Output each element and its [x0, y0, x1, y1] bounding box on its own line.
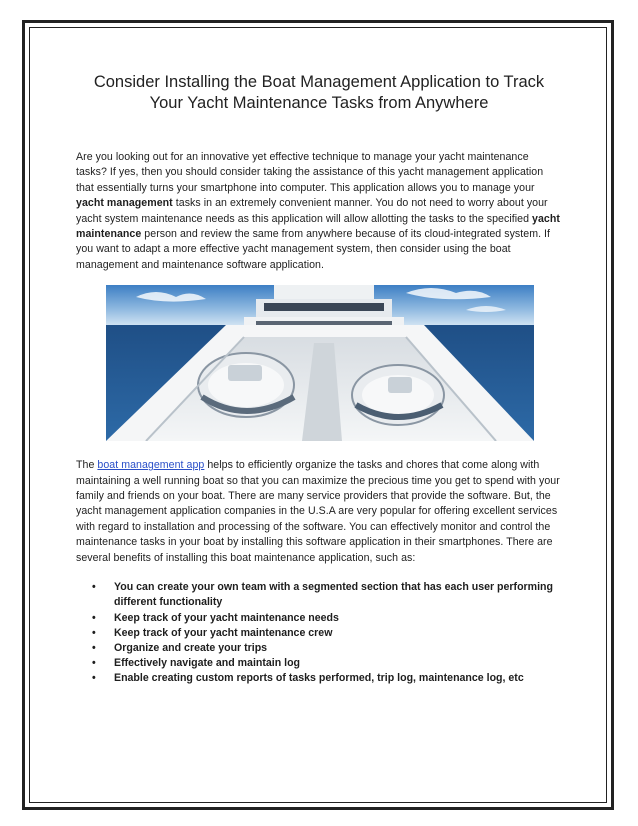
boat-management-app-link[interactable]: boat management app: [97, 459, 205, 472]
list-item: [76, 611, 562, 626]
bullet-icon: •: [92, 611, 96, 624]
bullet-icon: •: [92, 672, 96, 685]
intro-bold-yacht-management: yacht management: [76, 197, 173, 210]
intro-text-2: tasks in an extremely convenient manner. You do not need to worry about your yacht system maintenance needs as this application will allow allotting the tasks to the specified: [76, 197, 548, 225]
list-item: [76, 580, 562, 610]
yacht-deck-photo: [106, 285, 534, 441]
second-text-1: The: [76, 459, 98, 472]
bullet-icon: •: [92, 641, 96, 654]
bullet-icon: •: [92, 657, 96, 670]
second-text-2: helps to efficiently organize the tasks and chores that come along with maintaining a well running boat so that you can maximize the precious time you get to spend with your family and friends on your boat. There are many service providers that provide the software. But, the yacht management application companies in the U.S.A are very popular for offering excellent services with regard to installation and processing of the software. You can effectively monitor and control the maintenance tasks in your boat by installing this software application in their smartphones. There are several benefits of installing this boat maintenance application, such as:: [76, 459, 560, 564]
list-item: [76, 656, 562, 671]
intro-bold-yacht-maintenance: yacht maintenance: [76, 212, 560, 241]
list-item: [76, 671, 562, 686]
bullet-icon: •: [92, 626, 96, 639]
page-title: Consider Installing the Boat Management Application to Track Your Yacht Maintenance Tasks from Anywhere: [93, 73, 545, 112]
benefit-text: Keep track of your yacht maintenance crew: [114, 626, 333, 639]
benefit-text: Enable creating custom reports of tasks performed, trip log, maintenance log, etc: [114, 672, 524, 685]
benefit-text: Keep track of your yacht maintenance needs: [114, 611, 339, 624]
intro-text-3: person and review the same from anywhere because of its cloud-integrated system. If you want to adapt a more effective yacht management system, then consider using the boat management and maintenance software application.: [76, 228, 551, 271]
benefit-text: You can create your own team with a segmented section that has each user performing different functionality: [114, 581, 553, 609]
benefit-text: Effectively navigate and maintain log: [114, 657, 301, 670]
document-content: [76, 72, 562, 687]
second-paragraph: [76, 458, 562, 566]
list-item: [76, 626, 562, 641]
intro-text-1: Are you looking out for an innovative yet effective technique to manage your yacht maintenance tasks? If yes, then you should consider taking the assistance of this yacht management application that essentially turns your smartphone into computer. This application allows you to manage your: [76, 151, 544, 194]
list-item: [76, 641, 562, 656]
benefits-list: [76, 580, 562, 686]
benefit-text: Organize and create your trips: [114, 641, 268, 654]
bullet-icon: •: [92, 581, 96, 594]
intro-paragraph: [76, 150, 562, 273]
